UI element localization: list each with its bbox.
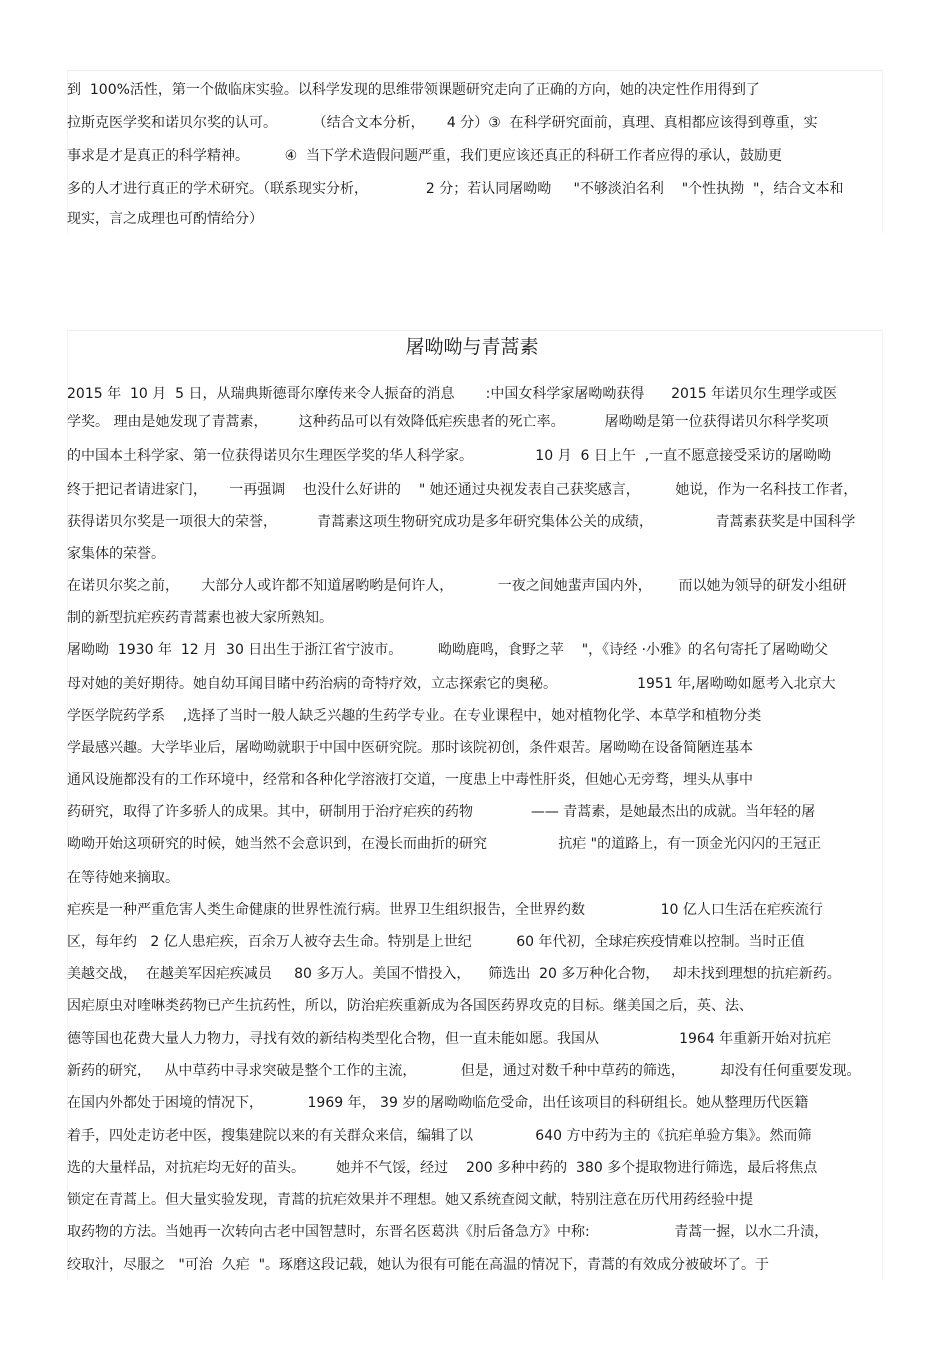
text-line: 德等国也花费大量人力物力，寻找有效的新结构类型化合物，但一直未能如愿。我国从 1964 年重新开始对抗疟 <box>67 1031 832 1047</box>
text-line: 家集体的荣誉。 <box>67 546 165 562</box>
text-line: 因疟原虫对喹啉类药物已产生抗药性，所以，防治疟疾重新成为各国医药界攻克的目标。继美国之后，英、法、 <box>67 998 753 1014</box>
article-title: 屠呦呦与青蒿素 <box>405 336 539 358</box>
text-line: 美越交战， 在越美军因疟疾减员 80 多万人。美国不惜投入， 筛选出 20 多万种化合物， 却未找到理想的抗疟新药。 <box>67 966 841 982</box>
text-line: 制的新型抗疟疾药青蒿素也被大家所熟知。 <box>67 610 333 626</box>
text-line: 终于把记者请进家门， 一再强调 也没什么好讲的 " 她还通过央视发表自己获奖感言， 她说，作为一名科技工作者， <box>67 482 858 498</box>
text-line: 到 100%活性，第一个做临床实验。以科学发现的思维带领课题研究走向了正确的方向，她的决定性作用得到了 <box>67 82 760 98</box>
text-line: 学奖。 理由是她发现了青蒿素， 这种药品可以有效降低疟疾患者的死亡率。 屠呦呦是第一位获得诺贝尔科学奖项 <box>67 414 829 430</box>
text-line: 的中国本土科学家、第一位获得诺贝尔生理医学奖的华人科学家。 10 月 6 日上午 ,一直不愿意接受采访的屠呦呦 <box>67 448 832 464</box>
text-line: 获得诺贝尔奖是一项很大的荣誉， 青蒿素这项生物研究成功是多年研究集体公关的成绩， 青蒿素获奖是中国科学 <box>67 514 856 530</box>
text-line: 现实，言之成理也可酌情给分） <box>67 211 263 227</box>
text-line: 呦呦开始这项研究的时候，她当然不会意识到，在漫长而曲折的研究 抗疟 "的道路上，有一顶金光闪闪的王冠正 <box>67 836 822 852</box>
text-line: 拉斯克医学奖和诺贝尔奖的认可。 （结合文本分析， 4 分）③ 在科学研究面前，真理、真相都应该得到尊重，实 <box>67 115 818 131</box>
text-line: 学医学院药学系 ,选择了当时一般人缺乏兴趣的生药学专业。在专业课程中，她对植物化学、本草学和植物分类 <box>67 708 762 724</box>
text-line: 通风设施都没有的工作环境中，经常和各种化学溶液打交道，一度患上中毒性肝炎，但她心无旁骛，埋头从事中 <box>67 772 753 788</box>
text-line: 绞取汁，尽服之 "可治 久疟 "。琢磨这段记载，她认为很有可能在高温的情况下，青蒿的有效成分被破坏了。于 <box>67 1257 770 1273</box>
text-line: 取药物的方法。当她再一次转向古老中国智慧时，东晋名医葛洪《肘后备急方》中称: 青蒿一握，以水二升渍， <box>67 1224 829 1240</box>
text-line: 在诺贝尔奖之前， 大部分人或许都不知道屠哟哟是何许人， 一夜之间她蜚声国内外， 而以她为领导的研发小组研 <box>67 578 847 594</box>
text-line: 药研究，取得了许多骄人的成果。其中，研制用于治疗疟疾的药物 —— 青蒿素，是她最杰出的成就。当年轻的屠 <box>67 804 816 820</box>
text-line: 学最感兴趣。大学毕业后，屠呦呦就职于中国中医研究院。那时该院初创，条件艰苦。屠呦呦在设备简陋连基本 <box>67 740 753 756</box>
text-line: 在国内外都处于困境的情况下， 1969 年， 39 岁的屠呦呦临危受命，出任该项目的科研组长。她从整理历代医籍 <box>67 1095 809 1111</box>
text-line: 区，每年约 2 亿人患疟疾，百余万人被夺去生命。特别是上世纪 60 年代初，全球疟疾疫情难以控制。当时正值 <box>67 934 805 950</box>
text-line: 2015 年 10 月 5 日，从瑞典斯德哥尔摩传来令人振奋的消息 :中国女科学家屠呦呦获得 2015 年诺贝尔生理学或医 <box>67 386 838 402</box>
text-line: 多的人才进行真正的学术研究。（联系现实分析， 2 分；若认同屠呦呦 "不够淡泊名利 "个性执拗 "，结合文本和 <box>67 181 844 197</box>
text-line: 在等待她来摘取。 <box>67 870 179 886</box>
text-line: 锁定在青蒿上。但大量实验发现，青蒿的抗疟效果并不理想。她又系统查阅文献，特别注意在历代用药经验中提 <box>67 1192 753 1208</box>
text-line: 母对她的美好期待。她自幼耳闻目睹中药治病的奇特疗效，立志探索它的奥秘。 1951 年,屠呦呦如愿考入北京大 <box>67 676 836 692</box>
text-line: 选的大量样品，对抗疟均无好的苗头。 她并不气馁，经过 200 多种中药的 380 多个提取物进行筛选，最后将焦点 <box>67 1160 818 1176</box>
text-line: 着手，四处走访老中医，搜集建院以来的有关群众来信，编辑了以 640 方中药为主的《抗疟单验方集》。然而筛 <box>67 1128 812 1144</box>
text-line: 屠呦呦 1930 年 12 月 30 日出生于浙江省宁波市。 呦呦鹿鸣，食野之苹 "，《诗经 ·小雅》的名句寄托了屠呦呦父 <box>67 642 829 658</box>
text-line: 疟疾是一种严重危害人类生命健康的世界性流行病。世界卫生组织报告，全世界约数 10 亿人口生活在疟疾流行 <box>67 902 823 918</box>
text-line: 新药的研究， 从中草药中寻求突破是整个工作的主流， 但是，通过对数千种中草药的筛选， 却没有任何重要发现。 <box>67 1063 861 1079</box>
text-line: 事求是才是真正的科学精神。 ④ 当下学术造假问题严重，我们更应该还真正的科研工作者应得的承认，鼓励更 <box>67 148 783 164</box>
